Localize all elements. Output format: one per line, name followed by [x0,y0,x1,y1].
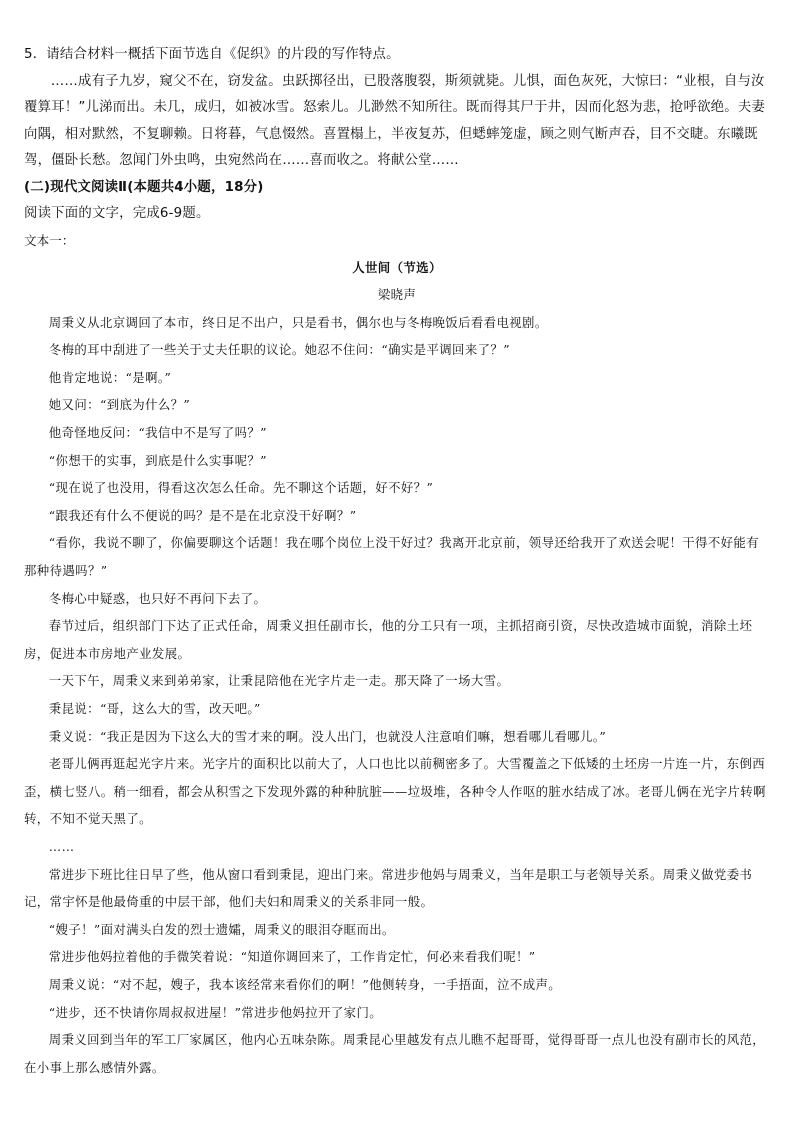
story-paragraph: 他肯定地说：“是啊。” [48,369,172,385]
story-paragraph: 一天下午，周秉义来到弟弟家，让秉昆陪他在光字片走一走。那天降了一场大雪。 [48,673,510,689]
story-paragraph: 周秉义说：“对不起，嫂子，我本该经常来看你们的啊！”他侧转身，一手捂面，泣不成声。 [48,976,562,992]
story-body [24,309,770,1082]
section-title: (二)现代文阅读Ⅱ(本题共4小题，18分) [24,179,264,195]
story-paragraph: “看你，我说不聊了，你偏要聊这个话题！我在哪个岗位上没干好过？我离开北京前，领导还给我开了欢送会呢！干得不好能有那种待遇吗？” [24,535,760,579]
story-paragraph: …… [48,838,75,854]
story-paragraph: 常进步下班比往日早了些，他从窗口看到秉昆，迎出门来。常进步他妈与周秉义，当年是职工与老领导关系。周秉义做党委书记，常宇怀是他最倚重的中层干部，他们夫妇和周秉义的关系非同一般。 [24,866,753,910]
story-paragraph: 常进步他妈拉着他的手微笑着说：“知道你调回来了，工作肯定忙，何必来看我们呢！” [48,949,536,965]
story [24,254,770,1082]
story-paragraph: “你想干的实事，到底是什么实事呢？” [48,452,267,468]
story-paragraph: 秉义说：“我正是因为下这么大的雪才来的啊。没人出门，也就没人注意咱们嘛，想看哪儿看哪儿。” [48,728,607,744]
story-paragraph: 冬梅的耳中刮进了一些关于丈夫任职的议论。她忍不住问：“确实是平调回来了？” [48,342,510,358]
story-paragraph: 她又问：“到底为什么？” [48,397,191,413]
story-author: 梁晓声 [377,287,417,303]
story-paragraph: “进步，还不快请你周叔叔进屋！”常进步他妈拉开了家门。 [48,1004,383,1020]
story-paragraph: 冬梅心中疑惑，也只好不再问下去了。 [48,590,267,606]
story-paragraph: 秉昆说：“哥，这么大的雪，改天吧。” [48,701,261,716]
story-title: 人世间（节选） [352,259,442,275]
story-paragraph: 春节过后，组织部门下达了正式任命，周秉义担任副市长，他的分工只有一项，主抓招商引资，尽快改造城市面貌，消除土坯房，促进本市房地产业发展。 [24,618,753,661]
question-5-prompt: 5．请结合材料一概括下面节选自《促织》的片段的写作特点。 [24,47,400,62]
question-5 [24,42,770,228]
story-paragraph: 老哥儿俩再逛起光字片来。光字片的面积比以前大了，人口也比以前稠密多了。大雪覆盖之下低矮的土坯房一片连一片，东倒西歪，横七竖八。稍一细看，都会从积雪之下发现外露的种种肮脏——垃圾堆，各种令人作呕的脏水结成了冰。老哥儿俩在光字片转啊转，不知不觉天黑了。 [24,756,766,827]
story-paragraph: “跟我还有什么不便说的吗？是不是在北京没干好啊？” [48,507,357,523]
story-paragraph: 周秉义从北京调回了本市，终日足不出户，只是看书，偶尔也与冬梅晚饭后看看电视剧。 [48,314,548,330]
section-instruction: 阅读下面的文字，完成6-9题。 [24,206,210,221]
story-paragraph: 他奇怪地反问：“我信中不是写了吗？” [48,425,267,441]
story-paragraph: 周秉义回到当年的军工厂家属区，他内心五味杂陈。周秉昆心里越发有点儿瞧不起哥哥，觉得哥哥一点儿也没有副市长的风范，在小事上那么感情外露。 [24,1032,766,1075]
story-paragraph: “嫂子！”面对满头白发的烈士遗孀，周秉义的眼泪夺眶而出。 [48,921,395,937]
text-one-label: 文本一： [24,232,75,248]
question-5-excerpt: ……成有子九岁，窥父不在，窃发盆。虫跃掷径出，已股落腹裂，斯须就毙。儿惧，面色灰死，大惊曰：“业根，自与汝覆算耳！”儿涕而出。未几，成归，如被冰雪。怒索儿。儿渺然不知所往。既而得其尸于井，因而化怒为悲，抢呼欲绝。夫妻向隅，相对默然，不复聊赖。日将暮，气息惙然。喜置榻上，半夜复苏，但蟋蟀笼虚，顾之则气断声吞，目不交睫。东曦既驾，僵卧长愁。忽闻门外虫鸣，虫宛然尚在……喜而收之。将献公堂…… [24,73,766,168]
story-paragraph: “现在说了也没用，得看这次怎么任命。先不聊这个话题，好不好？” [48,480,434,496]
